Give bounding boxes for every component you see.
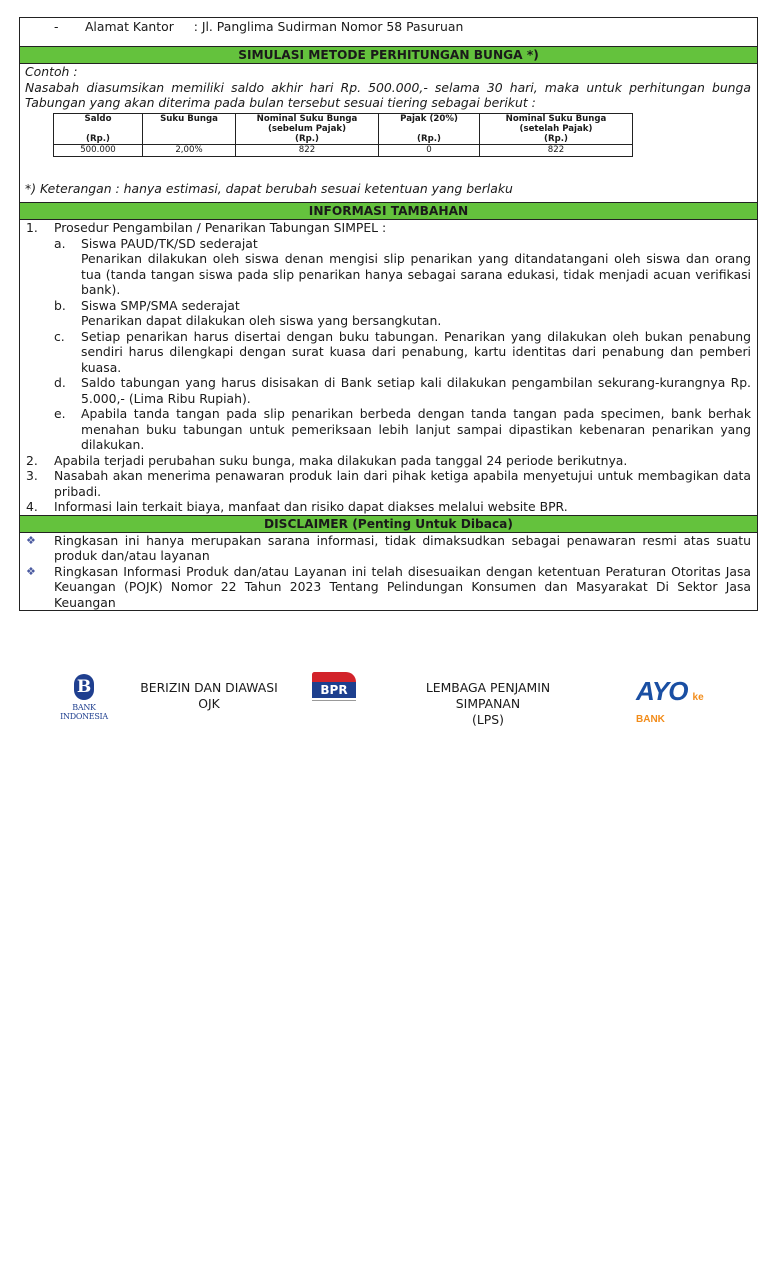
header-pajak: Pajak (20%) (Rp.) — [379, 113, 480, 145]
header-suku-bunga: Suku Bunga — [143, 113, 236, 145]
disclaimer-title: DISCLAIMER (Penting Untuk Dibaca) — [20, 515, 757, 533]
sub-item-a: a. Siswa PAUD/TK/SD sederajat Penarikan dilakukan oleh siswa denan mengisi slip penarikan yang ditandatangani oleh siswa dan orang tua (tanda tangan siswa pada slip penarikan hanya sebagai sarana edukasi, tidak menjadi acuan verifikasi bank). — [54, 235, 751, 298]
header-nominal-setelah: Nominal Suku Bunga (setelah Pajak) (Rp.) — [480, 113, 633, 145]
address-value: : Jl. Panglima Sudirman Nomor 58 Pasuruan — [193, 19, 464, 34]
simulation-table — [53, 113, 633, 157]
diamond-bullet-icon: ❖ — [26, 533, 36, 547]
list-item: 2. Apabila terjadi perubahan suku bunga, maka dilakukan pada tanggal 24 periode berikutnya. — [26, 452, 628, 468]
address-label: Alamat Kantor — [84, 19, 174, 34]
list-item: 1. Prosedur Pengambilan / Penarikan Tabungan SIMPEL : a. Siswa PAUD/TK/SD sederajat Penarikan dilakukan oleh siswa denan mengisi slip penarikan yang ditandatangani oleh siswa dan orang tua (tanda tangan siswa pada slip penarikan hanya sebagai sarana edukasi, tidak menjadi acuan verifikasi bank). b. Siswa SMP/SMA sederajat Penarikan dapat dilakukan oleh siswa yang bersangkutan. c. Setiap penarikan harus disertai dengan buku tabungan. Penarikan yang dilakukan oleh bukan penabung sendiri harus dilengkapi dengan surat kuasa dari penabung, kartu identitas dari penabung dan pemberi kuasa. d. Saldo tabungan yang harus disisakan di Bank setiap kali dilakukan pengambilan sekurang-kurangnya Rp. 5.000,- (Lima Ribu Rupiah). e. Apabila tanda tangan pada slip penarikan berbeda dengan tanda tangan pada specimen, bank berhak menahan buku tabungan untuk pemeriksaan lebih lanjut sampai dipastikan kebenaran penarikan yang dilakukan. — [26, 220, 751, 453]
bi-emblem-icon: B — [74, 674, 94, 700]
lps-text: LEMBAGA PENJAMIN SIMPANAN (LPS) — [425, 680, 551, 727]
sub-item-d: d. Saldo tabungan yang harus disisakan di Bank setiap kali dilakukan pengambilan sekurang-kurangnya Rp. 5.000,- (Lima Ribu Rupiah). — [54, 375, 751, 406]
footer-logos — [0, 670, 768, 730]
list-item: 4. Informasi lain terkait biaya, manfaat dan risiko dapat diakses melalui website BPR. — [26, 499, 568, 515]
cell-nominal-sebelum: 822 — [236, 145, 379, 156]
table-header-row — [54, 113, 633, 145]
cell-suku-bunga: 2,00% — [143, 145, 236, 156]
info-title: INFORMASI TAMBAHAN — [20, 202, 757, 220]
simulasi-description: Nasabah diasumsikan memiliki saldo akhir hari Rp. 500.000,- selama 30 hari, maka untuk perhitungan bunga Tabungan yang akan diterima pada bulan tersebut sesuai tiering sebagai berikut : — [25, 79, 751, 110]
office-address-row — [20, 18, 757, 46]
contoh-label: Contoh : — [25, 64, 78, 79]
list-item: ❖ Ringkasan Informasi Produk dan/atau Layanan ini telah disesuaikan dengan ketentuan Peraturan Otoritas Jasa Keuangan (POJK) Nomor 22 Tahun 2023 Tentang Pelindungan Konsumen dan Masyarakat Di Sektor Jasa Keuangan — [20, 564, 757, 611]
cell-nominal-setelah: 822 — [480, 145, 633, 156]
sub-item-b: b. Siswa SMP/SMA sederajat Penarikan dapat dilakukan oleh siswa yang bersangkutan. — [54, 297, 442, 329]
disclaimer-list — [20, 533, 757, 611]
info-list — [20, 220, 757, 515]
simulasi-title: SIMULASI METODE PERHITUNGAN BUNGA *) — [20, 46, 757, 64]
address-dash: - — [54, 19, 59, 34]
diamond-bullet-icon: ❖ — [26, 564, 36, 578]
sub-item-e: e. Apabila tanda tangan pada slip penarikan berbeda dengan tanda tangan pada specimen, bank berhak menahan buku tabungan untuk pemeriksaan lebih lanjut sampai dipastikan kebenaran penarikan yang dilakukan. — [54, 406, 751, 453]
bank-indonesia-logo: B BANK INDONESIA — [52, 674, 116, 721]
document-frame — [19, 17, 758, 611]
cell-pajak: 0 — [379, 145, 480, 156]
cell-saldo: 500.000 — [54, 145, 143, 156]
header-saldo: Saldo (Rp.) — [54, 113, 143, 145]
ayo-ke-bank-logo: AYO ke BANK — [636, 676, 704, 725]
list-item: 3. Nasabah akan menerima penawaran produk lain dari pihak ketiga apabila menyetujui untuk membagikan data pribadi. — [26, 468, 751, 499]
simulasi-note: *) Keterangan : hanya estimasi, dapat berubah sesuai ketentuan yang berlaku — [25, 180, 513, 196]
bpr-logo: BPR — [312, 672, 360, 720]
header-nominal-sebelum: Nominal Suku Bunga (sebelum Pajak) (Rp.) — [236, 113, 379, 145]
list-item: ❖ Ringkasan ini hanya merupakan sarana informasi, tidak dimaksudkan sebagai penawaran resmi atas suatu produk dan/atau layanan — [20, 533, 757, 564]
sub-item-c: c. Setiap penarikan harus disertai dengan buku tabungan. Penarikan yang dilakukan oleh bukan penabung sendiri harus dilengkapi dengan surat kuasa dari penabung, kartu identitas dari penabung dan pemberi kuasa. — [54, 328, 751, 375]
ojk-text: BERIZIN DAN DIAWASI OJK — [140, 680, 278, 711]
table-row — [54, 145, 633, 156]
